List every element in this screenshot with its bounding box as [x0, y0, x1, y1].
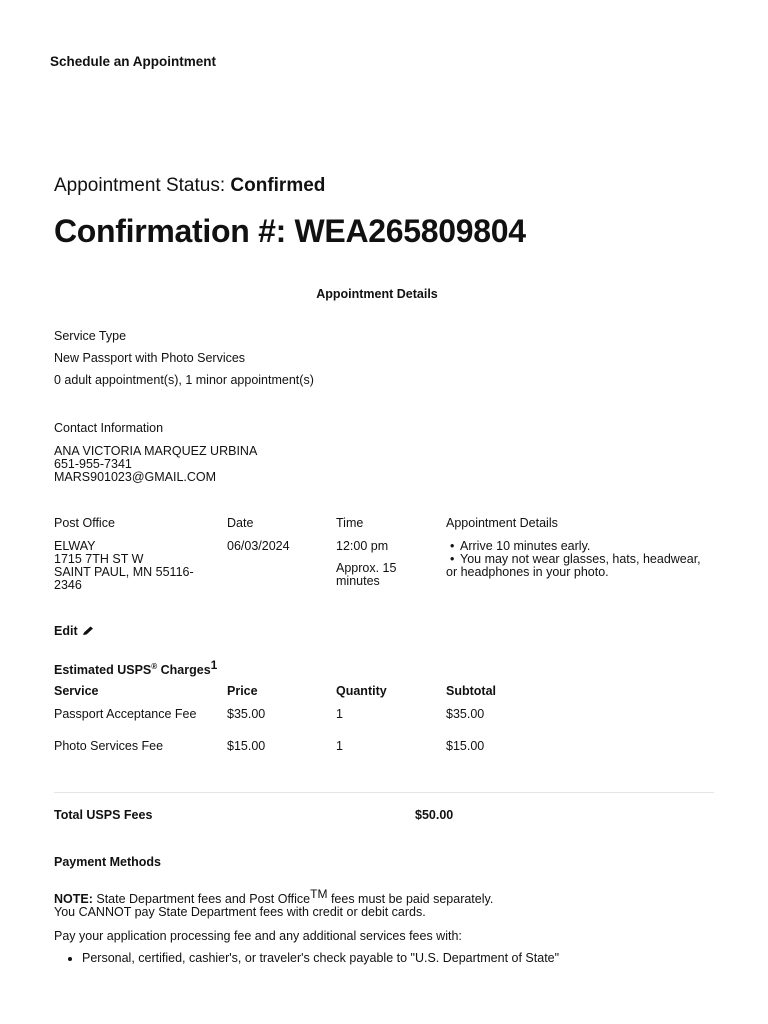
charge-quantity: 1 — [336, 739, 343, 753]
payment-intro: Pay your application processing fee and any additional services fees with: — [54, 929, 462, 943]
charges-title-text: Charges — [157, 663, 211, 678]
page-header-title: Schedule an Appointment — [50, 54, 217, 69]
edit-label: Edit — [54, 624, 78, 638]
instruction-text: Arrive 10 minutes early. — [460, 539, 591, 553]
post-office-line: 1715 7TH ST W — [54, 552, 144, 566]
status-value: Confirmed — [230, 175, 326, 196]
note-label: NOTE: — [54, 892, 93, 907]
instruction-text: You may not wear glasses, hats, headwear, — [460, 552, 701, 566]
payment-methods-title: Payment Methods — [54, 855, 161, 869]
confirmation-label: Confirmation #: — [54, 213, 295, 249]
instruction-continuation: or headphones in your photo. — [446, 565, 609, 579]
estimated-charges-title — [54, 658, 217, 677]
appointment-details-heading: Appointment Details — [316, 287, 438, 301]
time-header: Time — [336, 516, 364, 530]
appointment-status — [54, 175, 325, 197]
charge-quantity: 1 — [336, 707, 343, 721]
post-office-header: Post Office — [54, 516, 115, 530]
appointment-duration — [336, 562, 396, 588]
charges-quantity-header: Quantity — [336, 684, 387, 698]
post-office-line: SAINT PAUL, MN 55116- — [54, 565, 194, 579]
charge-price: $15.00 — [227, 739, 266, 753]
charge-service: Photo Services Fee — [54, 739, 164, 753]
payment-method-item — [82, 951, 744, 965]
contact-email: MARS901023@GMAIL.COM — [54, 470, 217, 484]
post-office-line: ELWAY — [54, 539, 96, 553]
appointment-details-header: Appointment Details — [446, 516, 558, 530]
charge-subtotal: $15.00 — [446, 739, 485, 753]
duration-line: minutes — [336, 574, 380, 588]
duration-line: Approx. 15 — [336, 561, 397, 575]
post-office-line: 2346 — [54, 578, 82, 592]
charges-service-header: Service — [54, 684, 99, 698]
confirmation-code: WEA265809804 — [294, 213, 526, 249]
charges-divider — [54, 792, 714, 793]
total-fees-label: Total USPS Fees — [54, 808, 153, 822]
pencil-icon — [82, 626, 94, 636]
service-type-value: New Passport with Photo Services — [54, 351, 246, 365]
charges-price-header: Price — [227, 684, 258, 698]
contact-block — [54, 445, 257, 484]
note-text: fees must be paid separately. — [327, 892, 494, 907]
post-office-address — [54, 540, 194, 592]
appointment-instructions — [450, 540, 701, 566]
date-header: Date — [227, 516, 254, 530]
total-fees-value: $50.00 — [415, 808, 454, 822]
charge-service: Passport Acceptance Fee — [54, 707, 197, 721]
charge-price: $35.00 — [227, 707, 266, 721]
appointment-time: 12:00 pm — [336, 539, 389, 553]
confirmation-number — [54, 213, 526, 250]
charges-title-text: Estimated USPS — [54, 663, 152, 678]
payment-note-line: You CANNOT pay State Department fees with credit or debit cards. — [54, 905, 426, 920]
payment-method-text: Personal, certified, cashier's, or traveler's check payable to "U.S. Department of State" — [82, 951, 560, 965]
trademark-mark: TM — [310, 887, 328, 901]
payment-methods-list — [64, 951, 744, 965]
service-type-label: Service Type — [54, 329, 127, 343]
note-text: State Department fees and Post Office — [92, 892, 311, 907]
footnote-marker: 1 — [210, 658, 218, 672]
contact-info-label: Contact Information — [54, 421, 164, 435]
charge-subtotal: $35.00 — [446, 707, 485, 721]
charges-subtotal-header: Subtotal — [446, 684, 496, 698]
contact-name: ANA VICTORIA MARQUEZ URBINA — [54, 444, 258, 458]
edit-appointment-link[interactable] — [54, 624, 94, 638]
registered-mark: ® — [151, 662, 158, 671]
appointment-date: 06/03/2024 — [227, 539, 290, 553]
appointment-counts: 0 adult appointment(s), 1 minor appointment(s) — [54, 373, 314, 387]
payment-note — [54, 888, 493, 919]
status-label: Appointment Status: — [54, 175, 231, 196]
payment-note-line — [54, 888, 493, 906]
contact-phone: 651-955-7341 — [54, 457, 132, 471]
